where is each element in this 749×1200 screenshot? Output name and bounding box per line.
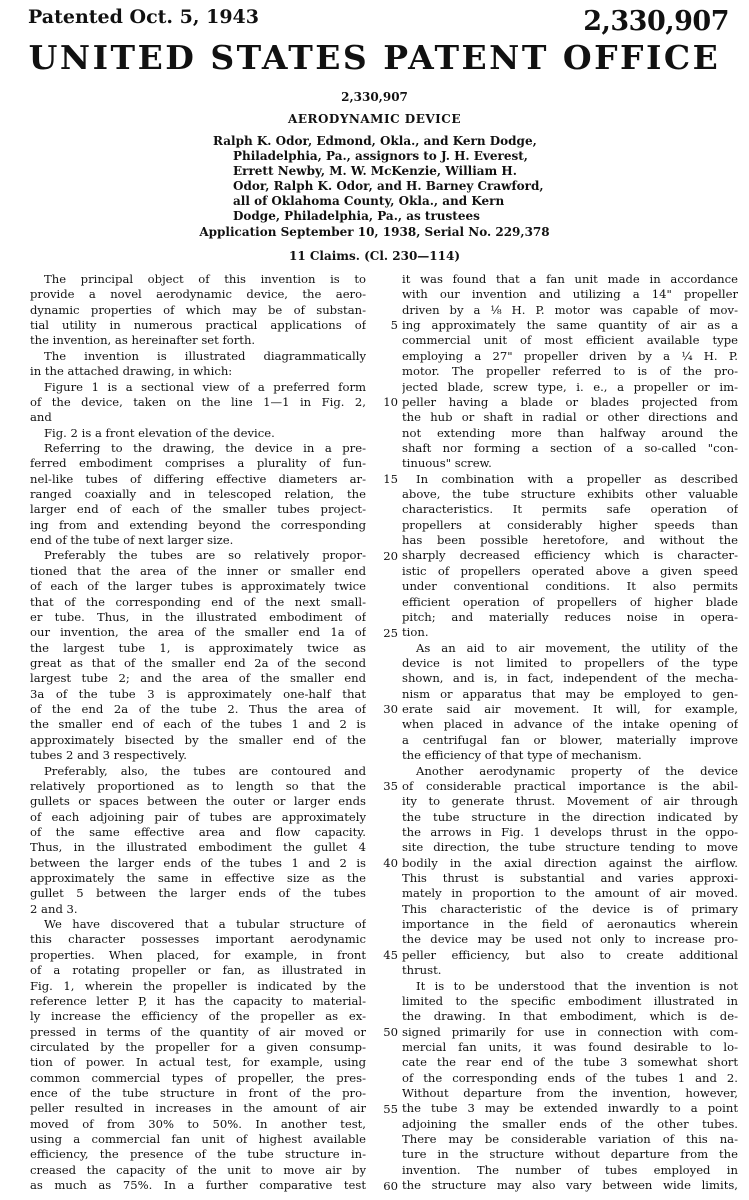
text-line: It is to be understood that the invention is not	[416, 978, 738, 993]
text-line: jected blade, screw type, i. e., a propeller or im-	[402, 379, 738, 394]
text-line: device is not limited to propellers of the type	[402, 655, 738, 670]
text-line: This thrust is substantial and varies approxi-	[402, 871, 738, 886]
text-line: tial utility in numerous practical applications of	[30, 318, 366, 333]
text-line: nism or apparatus that may be employed to gen-	[402, 686, 738, 701]
text-line: peller resulted in increases in the amount of air	[30, 1101, 366, 1116]
text-line: adjoining the smaller ends of the other tubes.	[402, 1116, 738, 1131]
line-number: 50	[383, 1025, 398, 1040]
text-line: We have discovered that a tubular structure of	[44, 917, 366, 932]
patent-number: 2,330,907	[341, 90, 408, 104]
line-number: 55	[383, 1101, 398, 1116]
text-line: under conventional conditions. It also permits	[402, 579, 738, 594]
text-line: approximately the same in effective size as the	[30, 871, 366, 886]
inventor-line: Philadelphia, Pa., assignors to J. H. Everest,	[233, 149, 528, 163]
line-number: 5	[390, 318, 398, 333]
text-line: limited to the specific embodiment illustrated in	[402, 993, 738, 1008]
patent-number-header: 2,330,907	[583, 6, 729, 37]
text-line: The invention is illustrated diagrammatically	[44, 348, 366, 363]
text-line: 3a of the tube 3 is approximately one-half that	[30, 686, 366, 701]
text-line: tubes 2 and 3 respectively.	[30, 748, 187, 763]
text-line: ranged coaxially and in telescoped relation, the	[30, 487, 366, 502]
text-line: in the attached drawing, in which:	[30, 364, 233, 379]
text-line: employing a 27" propeller driven by a ¼ H. P.	[402, 348, 738, 363]
text-line: it was found that a fan unit made in accordance	[402, 272, 738, 286]
text-line: using a commercial fan unit of highest available	[30, 1132, 366, 1147]
text-line: The principal object of this invention is to	[44, 272, 366, 286]
text-line: shown, and is, in fact, independent of the mecha-	[402, 671, 738, 686]
office-heading: UNITED STATES PATENT OFFICE	[28, 38, 721, 77]
text-line: gullet 5 between the larger ends of the tubes	[30, 886, 366, 901]
text-line: bodily in the axial direction against the airflow.	[402, 855, 738, 870]
text-line: sharply decreased efficiency which is character-	[402, 548, 738, 563]
line-number: 15	[383, 471, 398, 486]
text-line: ly increase the efficiency of the propeller as ex-	[30, 1009, 366, 1024]
text-line: provide a novel aerodynamic device, the aero-	[30, 287, 366, 302]
text-line: of the same effective area and flow capacity.	[30, 824, 366, 839]
invention-title: AERODYNAMIC DEVICE	[288, 112, 461, 126]
text-line: mately in proportion to the amount of air moved.	[402, 886, 738, 901]
text-line: not extending more than halfway around the	[402, 425, 738, 440]
text-line: of a rotating propeller or fan, as illustrated in	[30, 963, 366, 978]
text-line: efficient operation of propellers of higher blade	[402, 594, 738, 609]
text-line: er tube. Thus, in the illustrated embodiment of	[30, 609, 366, 624]
text-line: reference letter P, it has the capacity to material-	[30, 993, 366, 1008]
line-number: 35	[383, 779, 398, 794]
text-line: Figure 1 is a sectional view of a preferred form	[44, 379, 366, 394]
text-line: of each of the larger tubes is approximately twice	[30, 579, 366, 594]
line-number: 40	[383, 856, 398, 871]
claims-info: 11 Claims. (Cl. 230—114)	[288, 249, 461, 263]
text-line: approximately bisected by the smaller end of the	[30, 732, 366, 747]
line-number: 20	[383, 548, 398, 563]
text-line: relatively proportioned as to length so that the	[30, 778, 366, 793]
text-line: the smaller end of each of the tubes 1 and 2 is	[30, 717, 366, 732]
text-line: the largest tube 1, is approximately twice as	[30, 640, 366, 655]
text-line: properties. When placed, for example, in front	[30, 947, 366, 962]
text-line: our invention, the area of the smaller end 1a of	[30, 625, 366, 640]
text-line: the invention, as hereinafter set forth.	[30, 333, 256, 348]
text-line: Preferably the tubes are so relatively propor-	[44, 548, 366, 563]
text-line: largest tube 2; and the area of the smaller end	[30, 671, 366, 686]
text-line: thrust.	[402, 963, 442, 978]
text-line: This characteristic of the device is of primary	[402, 901, 738, 916]
text-line: erate said air movement. It will, for example,	[402, 702, 738, 717]
text-line: great as that of the smaller end 2a of the second	[30, 655, 366, 670]
text-line: site direction, the tube structure tending to move	[402, 840, 738, 855]
inventor-line: Ralph K. Odor, Edmond, Okla., and Kern Dodge,	[213, 134, 537, 148]
text-line: cate the rear end of the tube 3 somewhat short	[402, 1055, 738, 1070]
text-line: There may be considerable variation of this na-	[402, 1132, 738, 1147]
text-line: Fig. 1, wherein the propeller is indicated by the	[30, 978, 366, 993]
inventor-line: Dodge, Philadelphia, Pa., as trustees	[233, 209, 480, 223]
text-line: between the larger ends of the tubes 1 and 2 is	[30, 855, 366, 870]
text-line: the structure may also vary between wide limits,	[402, 1178, 738, 1193]
patented-date: Patented Oct. 5, 1943	[28, 6, 259, 28]
line-number: 30	[383, 702, 398, 717]
text-line: commercial unit of most efficient available type	[402, 333, 738, 348]
application-info: Application September 10, 1938, Serial No. 229,378	[199, 225, 550, 239]
text-line: Referring to the drawing, the device in a pre-	[44, 440, 366, 455]
text-line: characteristics. It permits safe operation of	[402, 502, 738, 517]
text-line: larger end of each of the smaller tubes project-	[30, 502, 366, 517]
text-line: Thus, in the illustrated embodiment the gullet 4	[30, 840, 366, 855]
text-line: efficiency, the presence of the tube structure in-	[30, 1147, 366, 1162]
text-line: As an aid to air movement, the utility of the	[416, 640, 738, 655]
text-line: above, the tube structure exhibits other valuable	[402, 487, 738, 502]
inventor-line: all of Oklahoma County, Okla., and Kern	[233, 194, 505, 208]
text-line: of each adjoining pair of tubes are approximately	[30, 809, 366, 824]
text-line: this character possesses important aerodynamic	[30, 932, 366, 947]
text-line: of the corresponding ends of the tubes 1 and 2.	[402, 1070, 738, 1085]
text-line: driven by a ⅛ H. P. motor was capable of mov-	[402, 302, 738, 317]
text-line: signed primarily for use in connection with com-	[402, 1024, 738, 1039]
text-line: invention. The number of tubes employed in	[402, 1162, 738, 1177]
text-line: Without departure from the invention, however,	[402, 1086, 738, 1101]
text-line: gullets or spaces between the outer or larger ends	[30, 794, 366, 809]
text-line: has been possible heretofore, and without the	[402, 533, 738, 548]
inventors-block	[213, 134, 553, 224]
text-line: and	[30, 410, 52, 425]
text-line: Fig. 2 is a front elevation of the device.	[44, 425, 275, 440]
text-line: tion of power. In actual test, for example, using	[30, 1055, 366, 1070]
text-line: the tube structure in the direction indicated by	[402, 809, 738, 824]
text-line: ture in the structure without departure from the	[402, 1147, 738, 1162]
text-line: tion.	[402, 625, 429, 640]
inventor-line: Errett Newby, M. W. McKenzie, William H.	[233, 164, 517, 178]
text-line: creased the capacity of the unit to move air by	[30, 1162, 366, 1177]
text-line: importance in the field of aeronautics wherein	[402, 917, 738, 932]
text-line: tinuous" screw.	[402, 456, 492, 471]
text-line: the device may be used not only to increase pro-	[402, 932, 738, 947]
left-column	[30, 272, 366, 1194]
text-line: as much as 75%. In a further comparative test	[30, 1178, 366, 1193]
text-line: nel-like tubes of differing effective diameters ar-	[30, 471, 366, 486]
text-line: In combination with a propeller as described	[416, 471, 738, 486]
text-line: istic of propellers operated above a given speed	[402, 563, 738, 578]
text-line: a centrifugal fan or blower, materially improve	[402, 732, 738, 747]
text-line: Preferably, also, the tubes are contoured and	[44, 763, 366, 778]
line-number: 60	[383, 1178, 398, 1193]
text-line: ing from and extending beyond the corresponding	[30, 517, 366, 532]
text-line: peller having a blade or blades projected from	[402, 394, 738, 409]
text-line: mercial fan units, it was found desirable to lo-	[402, 1039, 738, 1054]
text-line: motor. The propeller referred to is of the pro-	[402, 364, 738, 379]
text-line: with our invention and utilizing a 14" propeller	[402, 287, 738, 302]
text-line: ferred embodiment comprises a plurality of fun-	[30, 456, 366, 471]
text-line: the hub or shaft in radial or other directions and	[402, 410, 738, 425]
text-line: that of the corresponding end of the next small-	[30, 594, 366, 609]
text-line: propellers at considerably higher speeds than	[402, 517, 738, 532]
text-line: the drawing. In that embodiment, which is de-	[402, 1009, 738, 1024]
line-number: 45	[383, 948, 398, 963]
text-line: dynamic properties of which may be of substan-	[30, 302, 366, 317]
text-line: moved of from 30% to 50%. In another test,	[30, 1116, 366, 1131]
text-line: end of the tube of next larger size.	[30, 533, 234, 548]
right-column	[402, 272, 738, 1194]
text-line: ence of the tube structure in front of the pro-	[30, 1086, 366, 1101]
text-line: tioned that the area of the inner or smaller end	[30, 563, 366, 578]
text-line: circulated by the propeller for a given consump-	[30, 1039, 366, 1054]
text-line: 2 and 3.	[30, 901, 78, 916]
text-line: common commercial types of propeller, the pres-	[30, 1070, 366, 1085]
text-line: the efficiency of that type of mechanism.	[402, 748, 642, 763]
text-line: pressed in terms of the quantity of air moved or	[30, 1024, 366, 1039]
text-line: of the device, taken on the line 1—1 in Fig. 2,	[30, 394, 366, 409]
line-number: 10	[383, 394, 398, 409]
line-number: 25	[383, 625, 398, 640]
text-line: ity to generate thrust. Movement of air through	[402, 794, 738, 809]
text-line: shaft nor forming a section of a so-called "con-	[402, 440, 738, 455]
text-line: when placed in advance of the intake opening of	[402, 717, 738, 732]
text-line: pitch; and materially reduces noise in opera-	[402, 609, 738, 624]
text-line: of considerable practical importance is the abil-	[402, 778, 738, 793]
text-line: the tube 3 may be extended inwardly to a point	[402, 1101, 738, 1116]
text-line: of the end 2a of the tube 2. Thus the area of	[30, 702, 366, 717]
text-line: the arrows in Fig. 1 develops thrust in the oppo-	[402, 824, 738, 839]
text-line: Another aerodynamic property of the device	[416, 763, 738, 778]
text-line: peller efficiency, but also to create additional	[402, 947, 738, 962]
inventor-line: Odor, Ralph K. Odor, and H. Barney Crawford,	[233, 179, 544, 193]
text-line: ing approximately the same quantity of air as a	[402, 318, 738, 333]
